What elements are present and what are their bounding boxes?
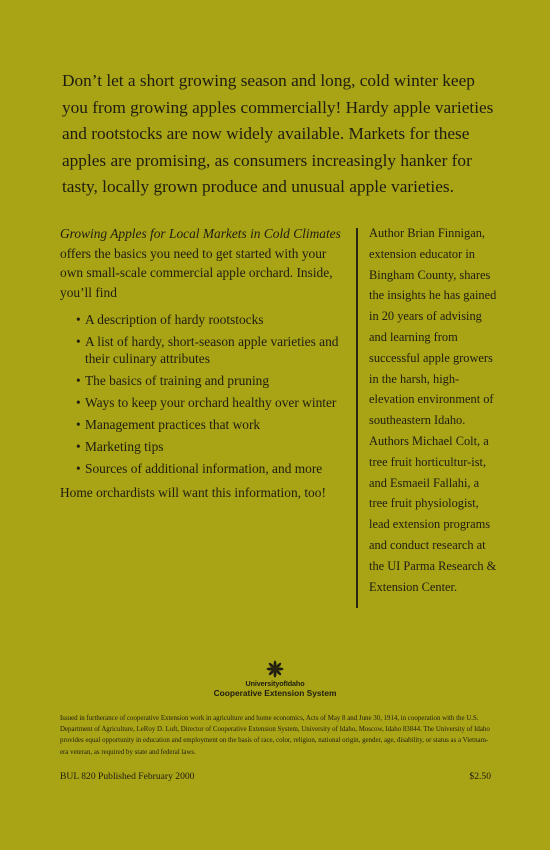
bullet-icon: •: [76, 373, 81, 389]
list-item: • Ways to keep your orchard healthy over winter: [76, 395, 337, 411]
column-divider: [356, 228, 358, 608]
starburst-logo-icon: [266, 660, 284, 678]
bullet-icon: •: [76, 334, 81, 350]
university-name: UniversityofIdaho: [245, 679, 305, 688]
publication-info: BUL 820 Published February 2000: [60, 771, 195, 782]
left-column: [60, 224, 350, 503]
bullet-icon: •: [76, 439, 81, 455]
bullet-icon: •: [76, 312, 81, 328]
authors-text: Author Brian Finnigan, extension educator in Bingham County, shares the insights he has gained in 20 years of advising and learning from successful apple growers in the harsh, high-elevation environment of southeastern Idaho. Authors Michael Colt, a tree fruit horticultur-ist, and Esmaeil Fallahi, a tree fruit physiologist, lead extension programs and conduct research at the UI Parma Research & Extension Center.: [369, 226, 497, 594]
list-item: • The basics of training and pruning: [76, 373, 270, 389]
intro-text: offers the basics you need to get started with your own small-scale commercial apple orchard. Inside, you’ll find: [60, 245, 333, 300]
closing-line: Home orchardists will want this information, too!: [60, 485, 326, 501]
bullet-icon: •: [76, 461, 81, 477]
book-title: Growing Apples for Local Markets in Cold Climates: [60, 226, 341, 241]
university-logo: [200, 660, 350, 698]
price: $2.50: [469, 771, 491, 782]
bullet-icon: •: [76, 417, 81, 433]
list-item: • Marketing tips: [76, 439, 164, 455]
bullet-icon: •: [76, 395, 81, 411]
list-item: • A list of hardy, short-season apple varieties and their culinary attributes: [76, 334, 339, 367]
intro-paragraph: [60, 224, 350, 302]
extension-system-name: Cooperative Extension System: [213, 688, 337, 698]
feature-list: [60, 311, 350, 477]
fine-print: Issued in furtherance of cooperative Extension work in agriculture and home economics, Acts of May 8 and June 30, 1914, in cooperation with the U.S. Department of Agriculture, LeRoy D. Luft, Director of Cooperative Extension System, University of Idaho, Moscow, Idaho 83844. The University of Idaho provides equal opportunity in education and employment on the basis of race, color, religion, national origin, gender, age, disability, or status as a Vietnam-era veteran, as required by state and federal laws.: [60, 715, 490, 756]
list-item: • A description of hardy rootstocks: [76, 312, 264, 328]
lead-paragraph: Don’t let a short growing season and long, cold winter keep you from growing apples commercially! Hardy apple varieties and rootstocks are now widely available. Markets for these apples are promising, as consumers increasingly hanker for tasty, locally grown produce and unusual apple varieties.: [62, 71, 494, 197]
list-item: • Sources of additional information, and more: [76, 461, 323, 477]
list-item: • Management practices that work: [76, 417, 261, 433]
